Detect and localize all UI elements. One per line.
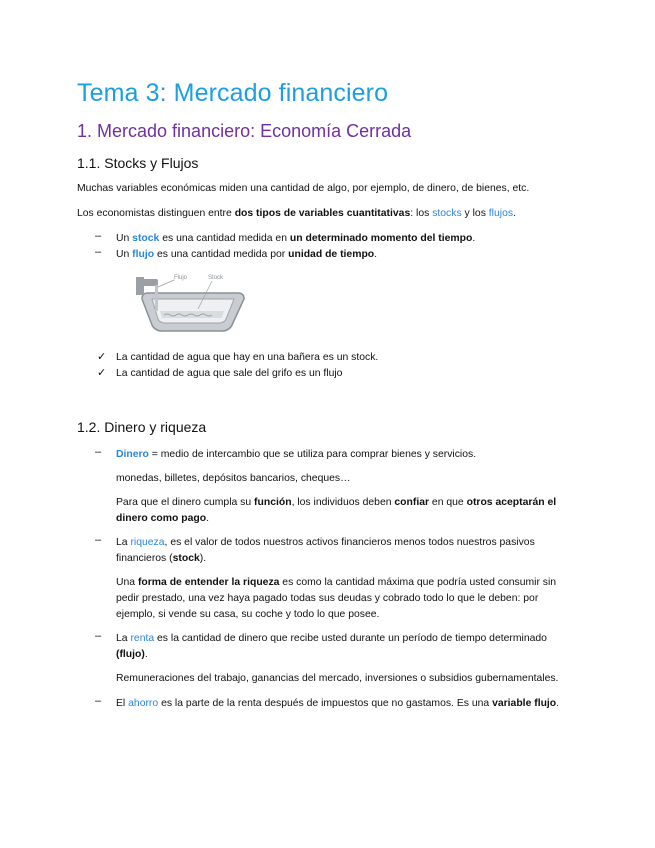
bullet-stock: Un stock es una cantidad medida en un determinado momento del tiempo. xyxy=(116,233,476,244)
bullet-renta-line2: (flujo). xyxy=(116,649,148,660)
bullet-dash: – xyxy=(95,630,102,642)
faucet-spout-icon xyxy=(142,279,158,286)
paragraph-two-types: Los economistas distinguen entre dos tipos de variables cuantitativas: los stocks y los flujos. xyxy=(77,208,516,219)
flujo-pointer-icon xyxy=(158,280,174,287)
water-stream-icon xyxy=(155,285,158,311)
bullet-riqueza-line1: La riqueza, es el valor de todos nuestros activos financieros menos todos nuestros pasivos xyxy=(116,537,535,548)
check-icon: ✓ xyxy=(97,351,107,363)
check-icon: ✓ xyxy=(97,367,107,379)
flujo-label: Flujo xyxy=(174,275,188,281)
renta-examples: Remuneraciones del trabajo, ganancias del mercado, inversiones o subsidios gubernamentales. xyxy=(116,673,559,684)
page-title: Tema 3: Mercado financiero xyxy=(77,79,389,107)
bullet-dash: – xyxy=(95,230,102,242)
bathtub-figure xyxy=(134,271,252,337)
dinero-function-line2: dinero como pago. xyxy=(116,513,209,524)
riqueza-explain-line1: Una forma de entender la riqueza es como la cantidad máxima que podría usted consumir sin xyxy=(116,577,557,588)
bullet-dash: – xyxy=(95,246,102,258)
bullet-ahorro: El ahorro es la parte de la renta después de impuestos que no gastamos. Es una variable flujo. xyxy=(116,698,560,709)
check-item-flujo: La cantidad de agua que sale del grifo es un flujo xyxy=(116,368,343,379)
paragraph-variables: Muchas variables económicas miden una cantidad de algo, por ejemplo, de dinero, de bienes, etc. xyxy=(77,183,530,194)
subsection-heading-1-2: 1.2. Dinero y riqueza xyxy=(77,419,207,435)
bullet-dinero: Dinero = medio de intercambio que se utiliza para comprar bienes y servicios. xyxy=(116,449,477,460)
bullet-renta-line1: La renta es la cantidad de dinero que recibe usted durante un período de tiempo determinado xyxy=(116,633,547,644)
bullet-dash: – xyxy=(95,695,102,707)
subsection-heading-1-1: 1.1. Stocks y Flujos xyxy=(77,155,199,171)
section-heading-1: 1. Mercado financiero: Economía Cerrada xyxy=(77,121,412,141)
bullet-dash: – xyxy=(95,534,102,546)
riqueza-explain-line2: pedir prestado, una vez haya pagado todas sus deudas y cobrado todo lo que le deben: por xyxy=(116,593,539,604)
bullet-flujo: Un flujo es una cantidad medida por unidad de tiempo. xyxy=(116,249,378,260)
dinero-function-line1: Para que el dinero cumpla su función, los individuos deben confiar en que otros aceptarán el xyxy=(116,497,557,508)
bullet-dash: – xyxy=(95,446,102,458)
stock-label: Stock xyxy=(208,275,224,281)
check-item-stock: La cantidad de agua que hay en una bañera es un stock. xyxy=(116,352,379,363)
bullet-riqueza-line2: financieros (stock). xyxy=(116,553,207,564)
riqueza-explain-line3: ejemplo, si vende su casa, su coche y todo lo que posee. xyxy=(116,609,380,620)
dinero-examples: monedas, billetes, depósitos bancarios, cheques… xyxy=(116,473,351,484)
